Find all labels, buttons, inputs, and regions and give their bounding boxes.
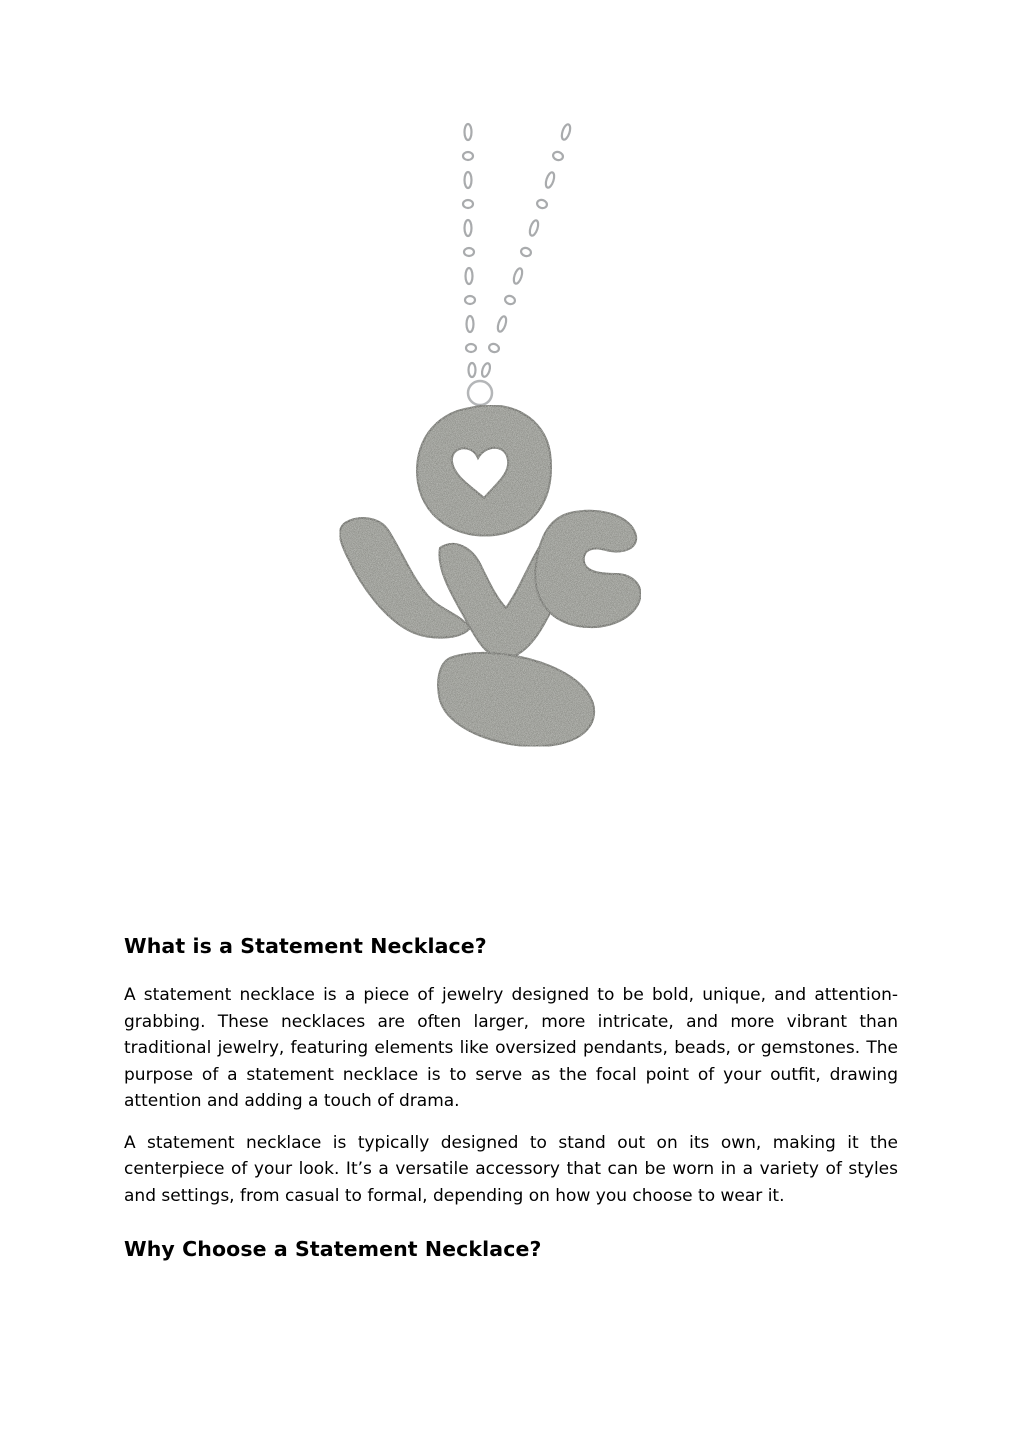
paragraph-centerpiece: A statement necklace is typically designed to stand out on its own, making it the centerpiece of your look. It’s a versatile accessory that can be worn in a variety of styles and settings, from casual to formal, depending on how you choose to wear it. <box>124 1132 898 1206</box>
bail-ring-icon <box>468 381 492 405</box>
chain-left <box>463 124 476 377</box>
article-body <box>124 930 898 1265</box>
necklace-photo <box>300 118 720 768</box>
paragraph-definition: A statement necklace is a piece of jewelry designed to be bold, unique, and attention-grabbing. These necklaces are often larger, more intricate, and more vibrant than traditional jewelry, featuring elements like oversized pendants, beads, or gemstones. The purpose of a statement necklace is to serve as the focal point of your outfit, drawing attention and adding a touch of drama. <box>124 985 898 1111</box>
love-pendant-image <box>300 118 720 768</box>
love-pendant-icon <box>340 405 641 746</box>
section-heading-what-is: What is a Statement Necklace? <box>124 934 487 958</box>
section-heading-why-choose: Why Choose a Statement Necklace? <box>124 1237 542 1261</box>
chain-right <box>481 123 572 377</box>
